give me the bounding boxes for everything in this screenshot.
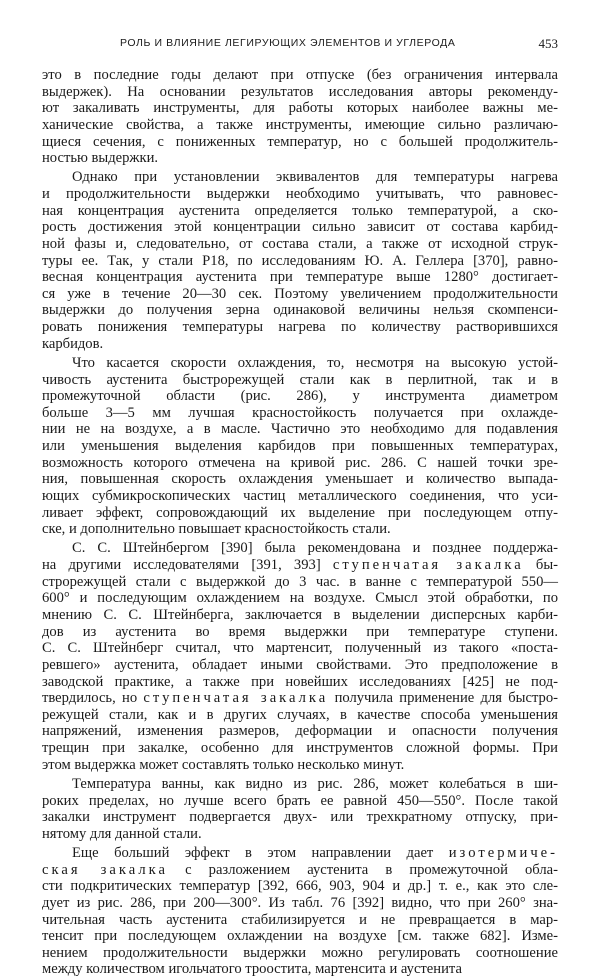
text-line: дов из аустенита во время выдержки при температуре ступени. bbox=[42, 623, 558, 640]
text-line: мнению С. С. Штейнберга, заключается в выделении дисперсных карби- bbox=[42, 607, 558, 623]
text-line: С. С. Штейнберг считал, что мартенсит, полученный из такого «поста- bbox=[42, 640, 558, 657]
text-line: тенсит при последующем охлаждении на воздухе [см. также 682]. Изме- bbox=[42, 928, 558, 945]
text-line: выдержки до получения зерна одинаковой величины нельзя скомпенси- bbox=[42, 302, 558, 319]
text-line: ют закаливать инструменты, для работы которых наиболее важны ме- bbox=[42, 100, 558, 117]
text-line: выдержек). На основании результатов исследования авторы рекоменду- bbox=[42, 83, 558, 100]
text-line: Однако при установлении эквивалентов для температуры нагрева bbox=[72, 169, 558, 186]
running-title: РОЛЬ И ВЛИЯНИЕ ЛЕГИРУЮЩИХ ЭЛЕМЕНТОВ И УГЛЕРОДА bbox=[120, 37, 456, 49]
text-line: Еще больший эффект в этом направлении дает изотермиче- bbox=[72, 844, 558, 861]
text-line: промежуточной области (рис. 286), у инструмента диаметром bbox=[42, 388, 558, 405]
text-line: дует из рис. 286, при 200—300°. Из табл. 76 [392] видно, что при 260° зна- bbox=[42, 894, 558, 911]
emphasized-term: ская закалка bbox=[42, 861, 168, 878]
text-line: 600° и последующим охлаждением на воздухе. Смысл этой обработки, по bbox=[42, 590, 558, 607]
text-line: ская закалка с разложением аустенита в промежуточной обла- bbox=[42, 861, 558, 878]
text-line: ханические свойства, а также инструменты, имеющие сильно различаю- bbox=[42, 116, 558, 133]
text-line: напряжений, изменения размеров, деформации и опасности получения bbox=[42, 723, 558, 740]
text-line: нии не на воздухе, а в масле. Частично это необходимо для подавления bbox=[42, 421, 558, 438]
text-line: заводской практике, а также при новейших исследованиях [425] не под- bbox=[42, 673, 558, 690]
text-line: режущей стали, как и в других случаях, в качестве способа уменьшения bbox=[42, 706, 558, 723]
text-line: роких пределах, но лучше всего брать ее равной 450—550°. После такой bbox=[42, 792, 558, 809]
page-number: 453 bbox=[538, 36, 558, 51]
text-line: ревшего» аустенита, обладает иными свойствами. Это предположение в bbox=[42, 656, 558, 673]
text-line: ющих субмикроскопических частиц металлического соединения, что уси- bbox=[42, 488, 558, 505]
text-line: это в последние годы делают при отпуске (без ограничения интервала bbox=[42, 67, 558, 83]
emphasized-term: ступенчатая закалка bbox=[332, 557, 524, 574]
emphasized-term: изотермиче- bbox=[448, 844, 558, 861]
text-line: щиеся сечения, с пониженных температур, но с большей продолжитель- bbox=[42, 133, 558, 150]
text-line: трещин при закалке, особенно для инструментов сложной формы. При bbox=[42, 740, 558, 757]
text-line: строрежущей стали с выдержкой до 3 час. в ванне с температурой 550— bbox=[42, 573, 558, 590]
text-line: между количеством игольчатого троостита, мартенсита и аустенита bbox=[42, 961, 462, 978]
paragraph bbox=[42, 845, 558, 978]
paragraph bbox=[42, 355, 558, 538]
paragraph bbox=[42, 169, 558, 352]
text-line: туры ее. Так, у стали Р18, по исследованиям Ю. А. Геллера [370], равно- bbox=[42, 252, 558, 269]
text-line: этом выдержка может составлять только несколько минут. bbox=[42, 756, 405, 773]
text-line: весная концентрация аустенита при температуре выше 1280° достигает- bbox=[42, 269, 558, 286]
text-line: ске, и дополнительно повышает красностойкость стали. bbox=[42, 521, 391, 538]
text-line: сти подкритических температур [392, 666, 903, 904 и др.] т. е., как это сле- bbox=[42, 878, 558, 895]
text-line: закалки инструмент подвергается двух- или трехкратному отпуску, при- bbox=[42, 809, 558, 826]
text-line: или уменьшения выделения карбидов при повышенных температурах, bbox=[42, 438, 558, 455]
text-line: и продолжительности выдержки необходимо учитывать, что равновес- bbox=[42, 185, 558, 202]
body-text bbox=[42, 67, 558, 978]
page-header bbox=[120, 37, 558, 55]
text-line: чительная часть аустенита стабилизируется и не превращается в мар- bbox=[42, 911, 558, 928]
text-line: ностью выдержки. bbox=[42, 150, 159, 167]
text-line: ровать понижения температуры нагрева по количеству растворившихся bbox=[42, 319, 558, 336]
text-line: ная концентрация аустенита определяется только температурой, а ско- bbox=[42, 202, 558, 219]
text-line: чивость аустенита быстрорежущей стали как в перлитной, так и в bbox=[42, 371, 558, 388]
text-line: ся уже в течение 20—30 сек. Поэтому увеличением продолжительности bbox=[42, 285, 558, 302]
text-line: твердилось, но ступенчатая закалка получила применение для быстро- bbox=[42, 690, 558, 707]
text-line: ной фазы и, следовательно, от состава стали, а также от исходной струк- bbox=[42, 235, 558, 252]
text-line: С. С. Штейнбергом [390] была рекомендована и позднее поддержа- bbox=[72, 540, 558, 557]
text-line: на другими исследователями [391, 393] ступенчатая закалка бы- bbox=[42, 557, 558, 574]
text-line: больше 3—5 мм лучшая красностойкость получается при охлажде- bbox=[42, 404, 558, 421]
paragraph bbox=[42, 540, 558, 773]
paragraph bbox=[42, 67, 558, 167]
text-line: Что касается скорости охлаждения, то, несмотря на высокую устой- bbox=[72, 354, 558, 371]
text-line: карбидов. bbox=[42, 335, 104, 352]
text-line: нением продолжительности выдержки можно регулировать соотношение bbox=[42, 944, 558, 961]
text-line: рость достижения этой концентрации сильно зависит от состава карбид- bbox=[42, 219, 558, 236]
emphasized-term: ступенчатая закалка bbox=[143, 690, 329, 707]
text-line: возможность которого отмечена на кривой рис. 286. С нашей точки зре- bbox=[42, 454, 558, 471]
text-line: Температура ванны, как видно из рис. 286, может колебаться в ши- bbox=[72, 775, 558, 792]
paragraph bbox=[42, 776, 558, 843]
text-line: ливает эффект, сопровождающий их выделение при последующем отпу- bbox=[42, 504, 558, 521]
text-line: нятому для данной стали. bbox=[42, 825, 202, 842]
text-line: ния, повышенная скорость охлаждения уменьшает и количество выпада- bbox=[42, 471, 558, 488]
